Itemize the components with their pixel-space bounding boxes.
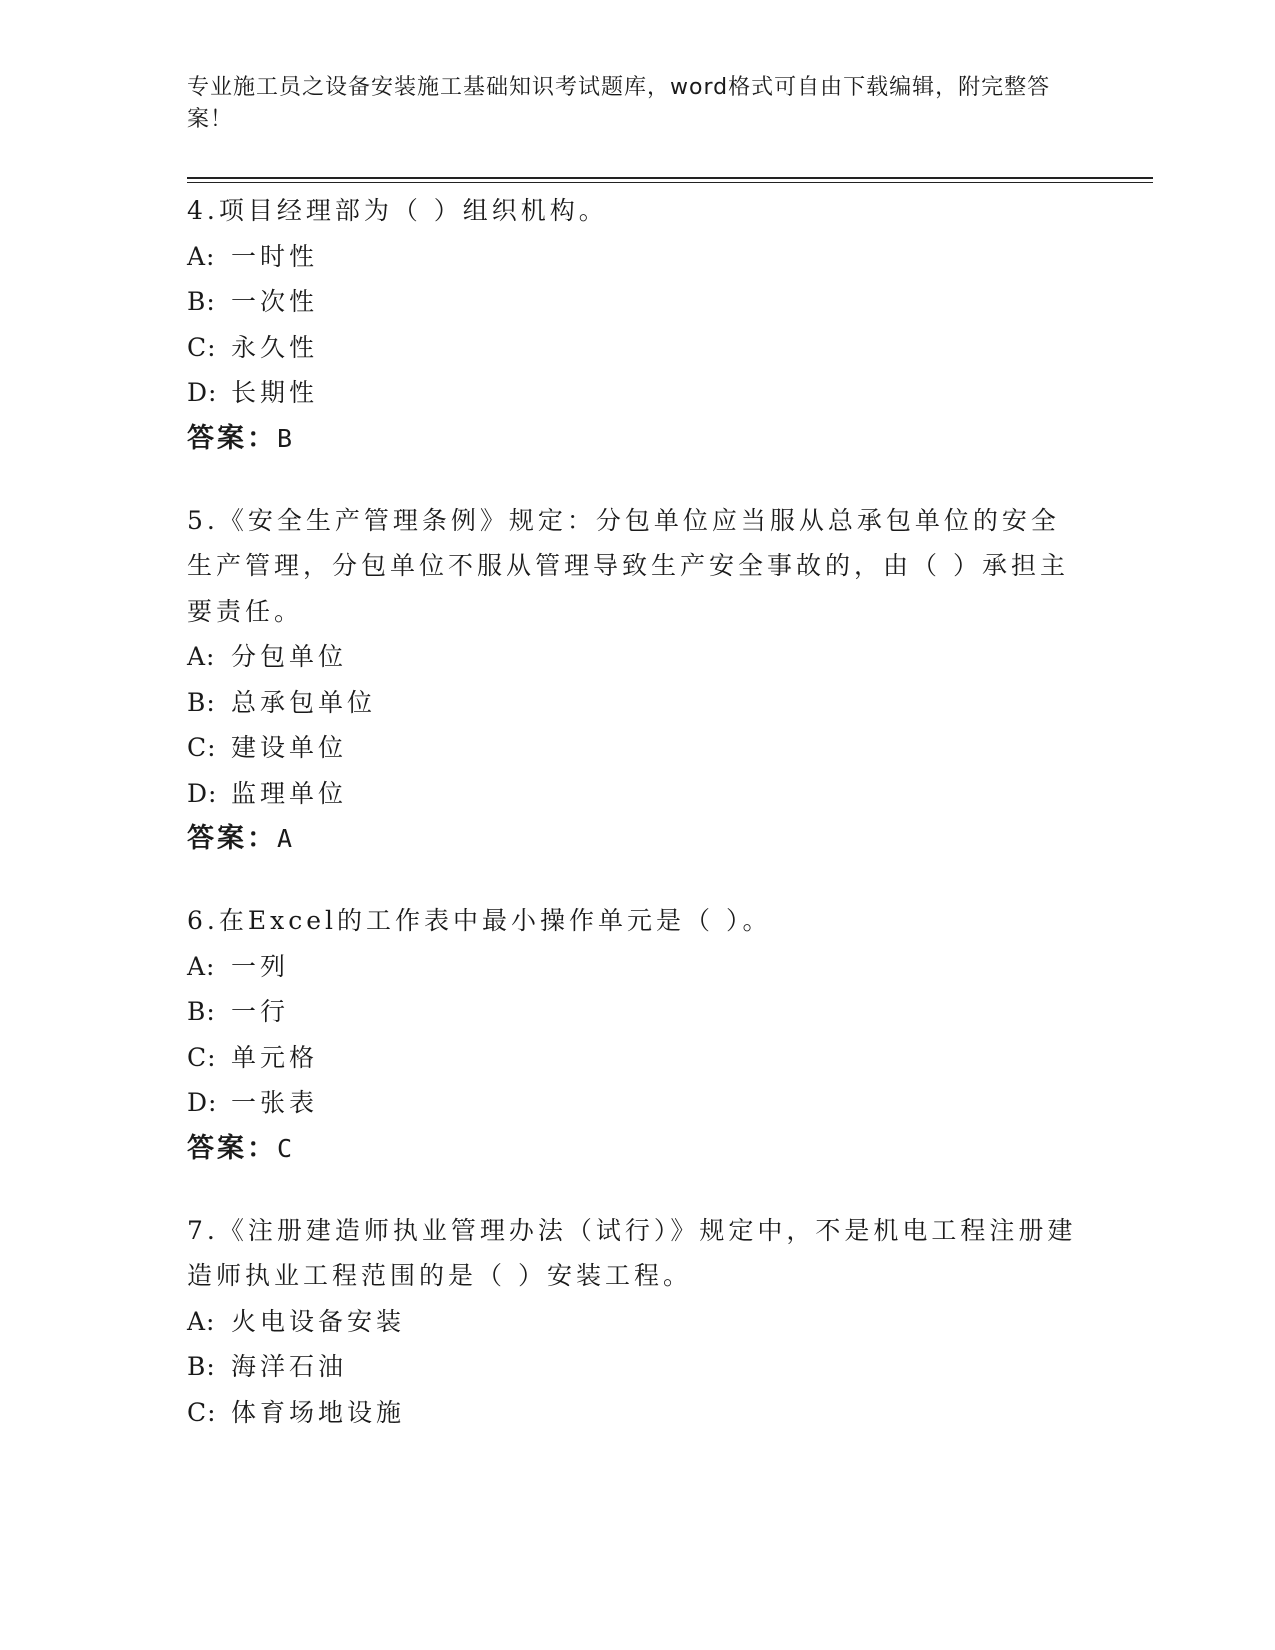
option-letter: C:	[187, 1397, 217, 1427]
option-b	[187, 279, 1087, 325]
option-letter: D:	[187, 378, 218, 407]
option-d	[187, 1080, 1087, 1126]
question-list	[187, 188, 1087, 1471]
question-stem: 6.在Excel的工作表中最小操作单元是（ ）。	[187, 906, 772, 935]
answer-line	[187, 1126, 1087, 1172]
option-c	[187, 1390, 1087, 1436]
option-letter: B:	[187, 997, 216, 1026]
option-c	[187, 325, 1087, 371]
answer-value: B	[277, 423, 293, 453]
option-d	[187, 370, 1087, 416]
option-text: 一次性	[231, 287, 319, 316]
answer-line	[187, 816, 1087, 862]
option-text: 总承包单位	[231, 687, 377, 717]
option-text: 一列	[231, 951, 290, 981]
option-letter: A:	[187, 642, 216, 671]
answer-label: 答案：	[187, 422, 277, 454]
option-text: 监理单位	[231, 778, 348, 808]
option-letter: C:	[187, 733, 217, 762]
option-c	[187, 1035, 1087, 1081]
option-text: 建设单位	[231, 733, 348, 762]
header-rule-bottom	[187, 182, 1153, 183]
answer-label: 答案：	[187, 823, 277, 854]
option-a	[187, 944, 1087, 990]
option-letter: C:	[187, 332, 217, 362]
question-stem: 7.《注册建造师执业管理办法（试行）》规定中，不是机电工程注册建造师执业工程范围的是（ ）安装工程。	[187, 1215, 1077, 1290]
option-letter: B:	[187, 287, 216, 316]
option-text: 一行	[231, 997, 290, 1026]
option-a	[187, 1299, 1087, 1345]
question-stem: 5.《安全生产管理条例》规定：分包单位应当服从总承包单位的安全生产管理，分包单位不服从管理导致生产安全事故的，由（ ）承担主要责任。	[187, 505, 1069, 626]
option-d	[187, 771, 1087, 817]
option-b	[187, 989, 1087, 1035]
answer-line	[187, 416, 1087, 462]
option-letter: A:	[187, 1306, 216, 1336]
answer-value: A	[277, 824, 293, 853]
header-rule-top	[187, 177, 1153, 179]
question-7	[187, 1208, 1087, 1436]
option-letter: D:	[187, 778, 218, 808]
option-b	[187, 1344, 1087, 1390]
option-b	[187, 680, 1087, 726]
option-text: 体育场地设施	[231, 1397, 406, 1427]
option-text: 分包单位	[231, 642, 348, 671]
option-letter: B:	[187, 687, 216, 717]
question-6	[187, 898, 1087, 1172]
option-letter: B:	[187, 1352, 216, 1381]
option-letter: A:	[187, 951, 216, 981]
option-text: 一时性	[231, 241, 319, 271]
option-c	[187, 725, 1087, 771]
option-letter: C:	[187, 1042, 217, 1072]
option-text: 一张表	[231, 1088, 319, 1117]
option-letter: D:	[187, 1088, 218, 1117]
option-a	[187, 234, 1087, 280]
option-text: 长期性	[231, 378, 319, 407]
question-stem: 4.项目经理部为（ ）组织机构。	[187, 196, 608, 225]
answer-value: C	[277, 1133, 293, 1163]
header-title: 专业施工员之设备安装施工基础知识考试题库，word格式可自由下载编辑，附完整答案！	[187, 75, 1051, 132]
document-header	[187, 72, 1067, 136]
option-a	[187, 634, 1087, 680]
option-letter: A:	[187, 241, 216, 271]
answer-label: 答案：	[187, 1132, 277, 1164]
option-text: 永久性	[231, 332, 319, 362]
option-text: 海洋石油	[231, 1352, 348, 1381]
option-text: 火电设备安装	[231, 1306, 406, 1336]
question-4	[187, 188, 1087, 462]
option-text: 单元格	[231, 1042, 319, 1072]
question-5	[187, 498, 1087, 863]
